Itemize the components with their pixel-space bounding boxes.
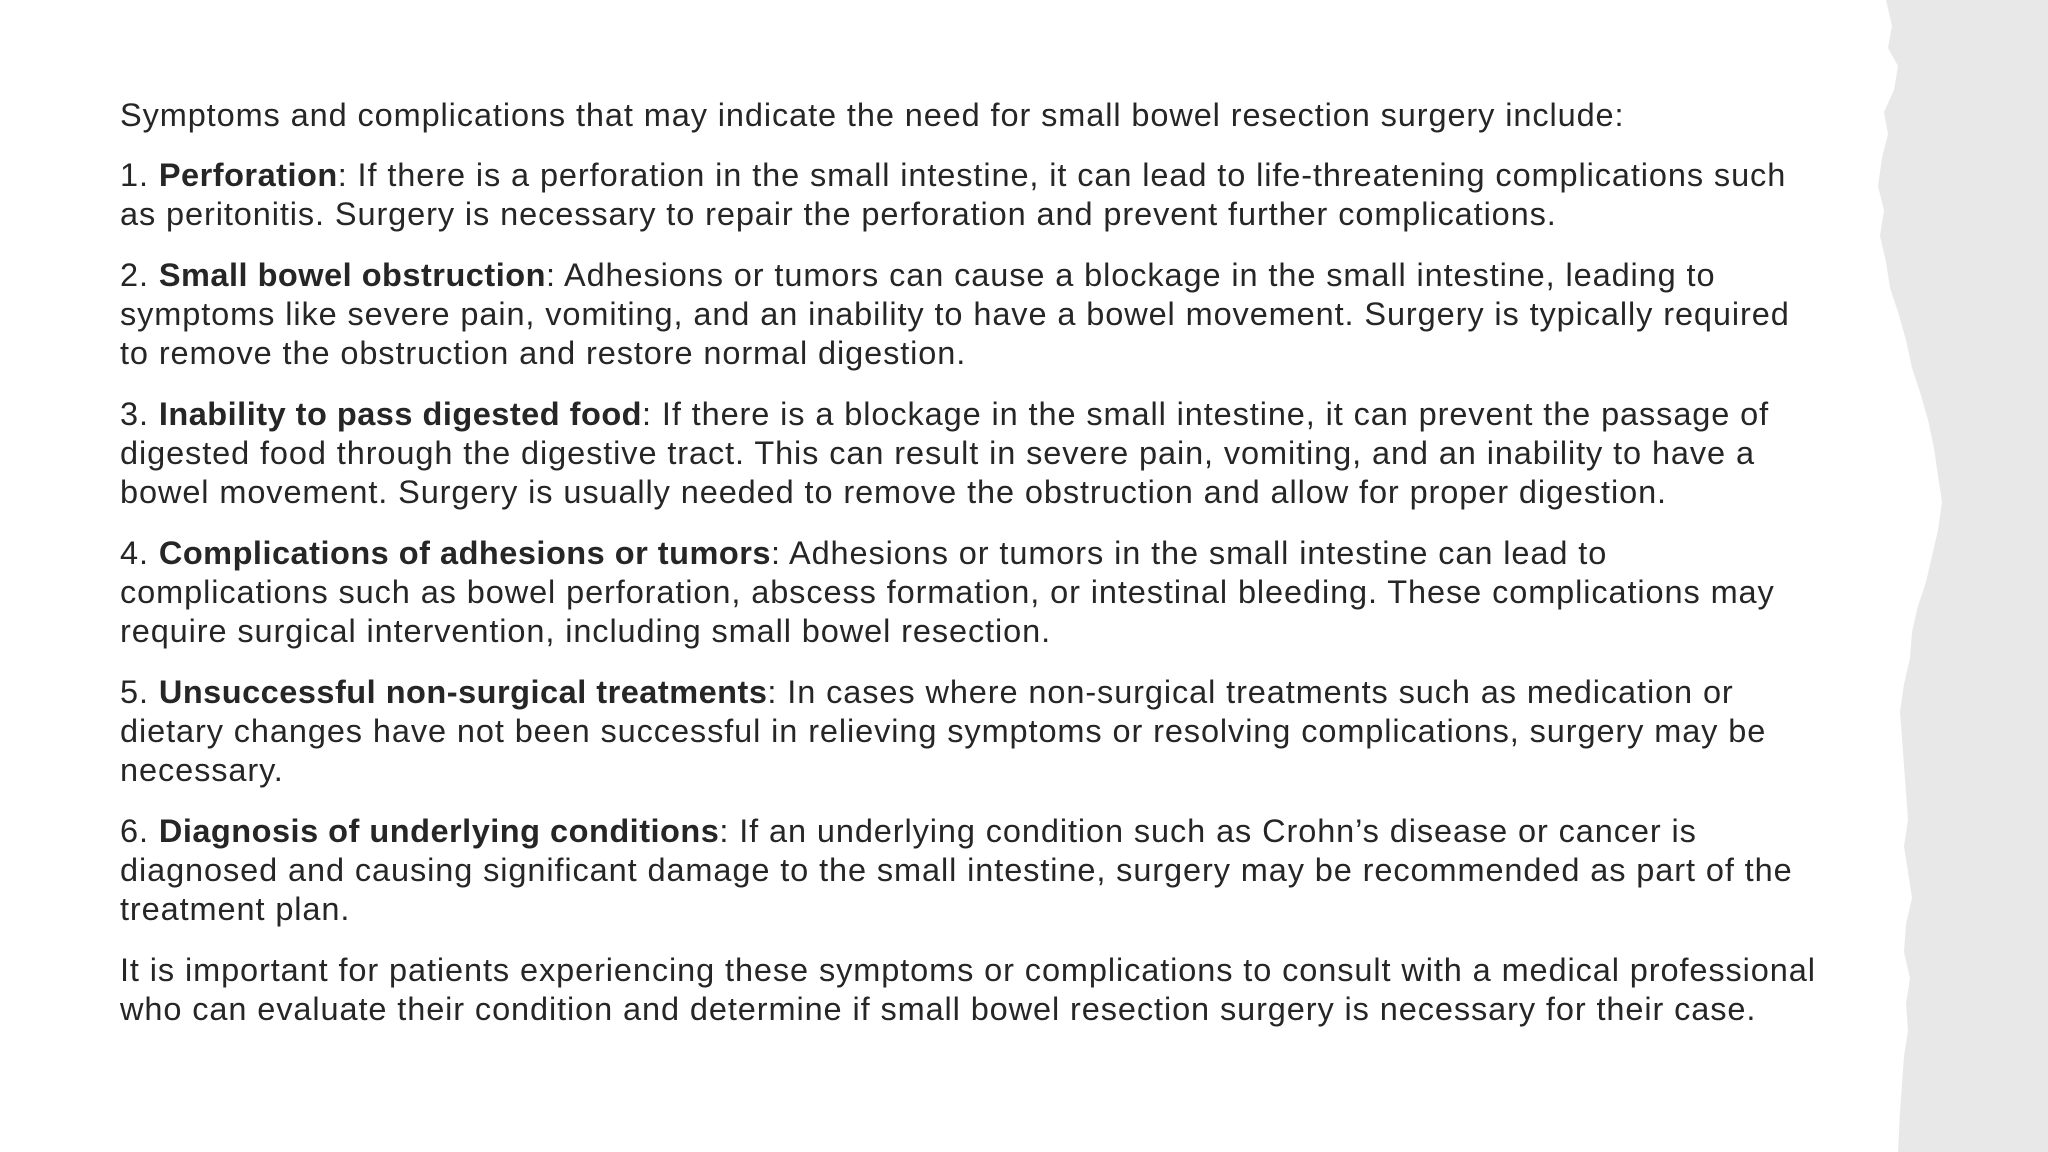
list-item-term: Diagnosis of underlying conditions (158, 813, 720, 849)
list-item-text: : Adhesions or tumors in the small intestine can lead to complications such as bowel perforation, abscess formation, or intestinal bleeding. These complications may require surgical intervention, including small bowel resection. (120, 535, 1775, 649)
intro-paragraph: Symptoms and complications that may indicate the need for small bowel resection surgery include: (120, 97, 1625, 133)
torn-paper-edge (1808, 0, 2048, 1152)
list-item (120, 256, 1820, 373)
list-item-term: Unsuccessful non-surgical treatments (158, 674, 768, 710)
list-item-text: : If there is a blockage in the small intestine, it can prevent the passage of digested food through the digestive tract. This can result in severe pain, vomiting, and an inability to have a bowel movement. Surgery is usually needed to remove the obstruction and allow for proper digestion. (120, 396, 1770, 510)
list-item (120, 395, 1820, 512)
list-item-term: Complications of adhesions or tumors (158, 535, 771, 571)
list-item-number: 3. (120, 396, 159, 432)
list-item (120, 534, 1820, 651)
list-item-term: Inability to pass digested food (158, 396, 643, 432)
conclusion-paragraph: It is important for patients experiencing these symptoms or complications to consult with a medical professional who can evaluate their condition and determine if small bowel resection surgery is necessary for their case. (120, 952, 1816, 1027)
list-item-number: 6. (120, 813, 159, 849)
list-item-text: : If an underlying condition such as Crohn’s disease or cancer is diagnosed and causing significant damage to the small intestine, surgery may be recommended as part of the treatment plan. (120, 813, 1793, 927)
list-item-text: : If there is a perforation in the small intestine, it can lead to life-threatening complications such as peritonitis. Surgery is necessary to repair the perforation and prevent further complications. (120, 157, 1787, 232)
list-item-term: Perforation (158, 157, 338, 193)
list-item (120, 156, 1820, 234)
list-item-number: 4. (120, 535, 159, 571)
torn-paper-shape (1878, 0, 2048, 1152)
list-item (120, 673, 1820, 790)
list-item-number: 1. (120, 157, 159, 193)
list-item-term: Small bowel obstruction (158, 257, 546, 293)
list-item-number: 5. (120, 674, 159, 710)
list-item-text: : Adhesions or tumors can cause a blockage in the small intestine, leading to symptoms like severe pain, vomiting, and an inability to have a bowel movement. Surgery is typically required to remove the obstruction and restore normal digestion. (120, 257, 1790, 371)
list-item-number: 2. (120, 257, 159, 293)
list-item (120, 812, 1820, 929)
list-item-text: : In cases where non-surgical treatments such as medication or dietary changes have not been successful in relieving symptoms or resolving complications, surgery may be necessary. (120, 674, 1767, 788)
slide-body (120, 96, 1820, 1051)
